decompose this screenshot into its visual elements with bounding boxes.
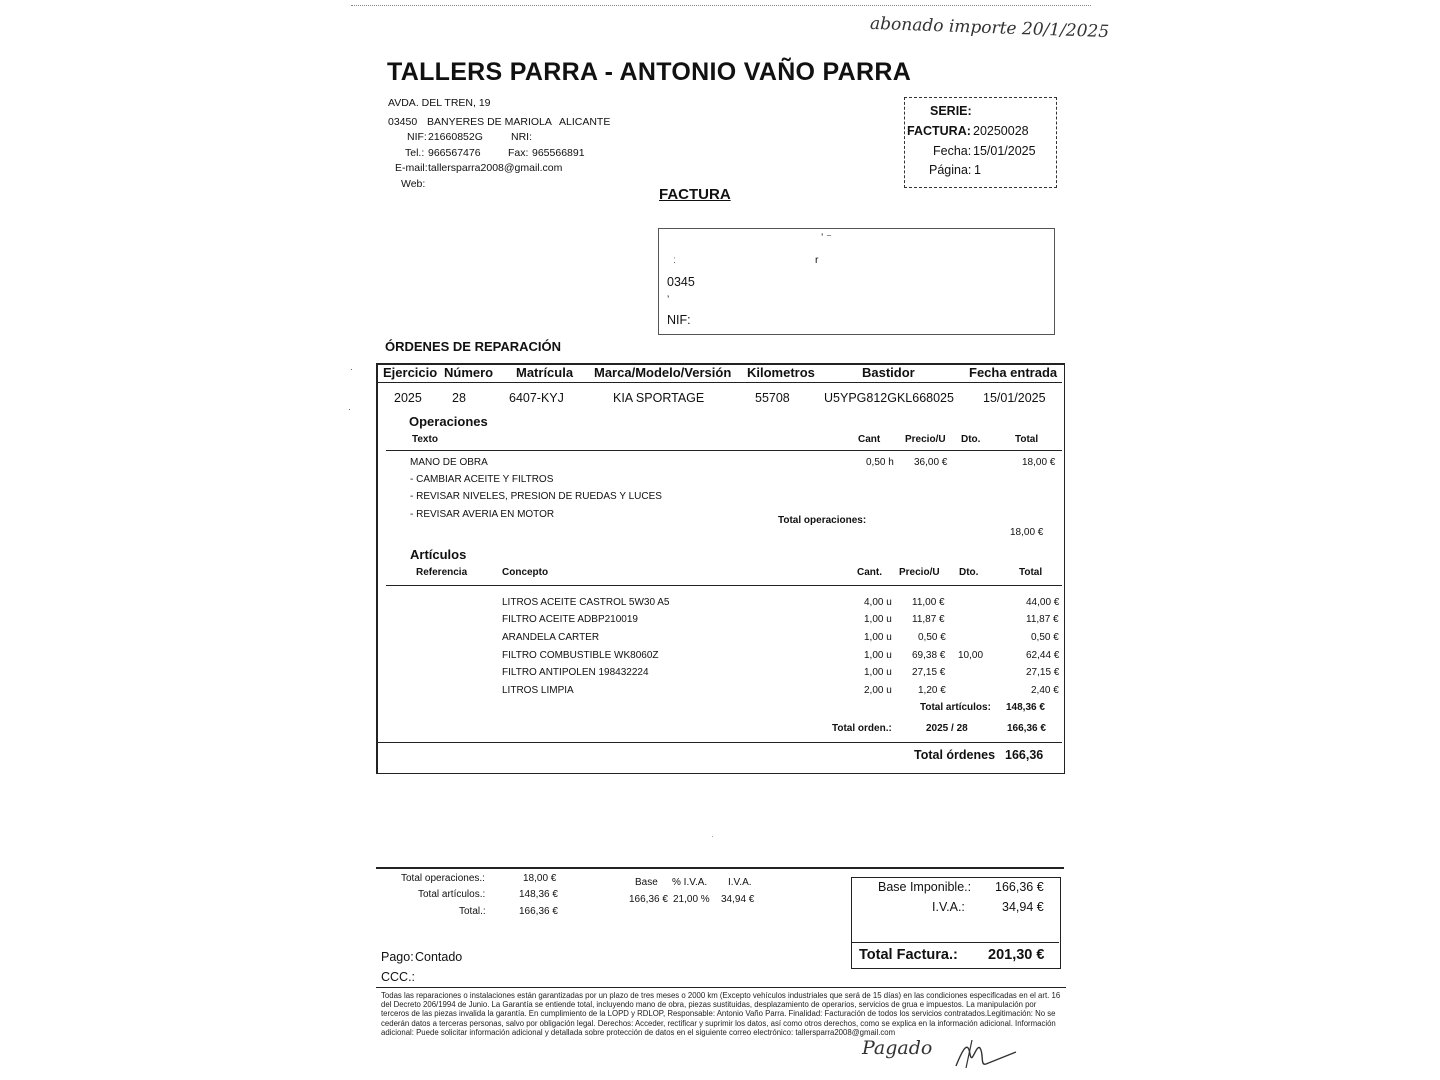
- client-nif-label: NIF:: [667, 313, 691, 327]
- articulos-title: Artículos: [410, 547, 467, 562]
- summary-top-line: [376, 867, 1064, 869]
- articulos-header-concepto: Concepto: [502, 567, 549, 578]
- company-email-label: E-mail:: [395, 162, 428, 174]
- articulo-concepto: FILTRO COMBUSTIBLE WK8060Z: [502, 650, 659, 661]
- order-modelo: KIA SPORTAGE: [613, 391, 705, 405]
- articulo-cant: 2,00 u: [864, 685, 892, 696]
- order-bastidor: U5YPG812GKL668025: [824, 391, 954, 405]
- summary-total-articulos-label: Total artículos.:: [418, 889, 486, 900]
- base-imponible-label: Base Imponible.:: [878, 880, 972, 894]
- articulo-precio: 11,00 €: [912, 597, 945, 608]
- iva-box-value: 34,94 €: [1002, 900, 1044, 914]
- company-province: ALICANTE: [559, 116, 611, 128]
- invoice-meta-box: [904, 97, 1057, 188]
- client-line-4: ʼ: [667, 294, 670, 306]
- margin-mark: ·: [350, 365, 353, 374]
- company-nif: 21660852G: [428, 131, 483, 143]
- articulo-total: 62,44 €: [1026, 650, 1060, 661]
- articulos-header-total: Total: [1019, 567, 1043, 578]
- fecha-value: 15/01/2025: [973, 144, 1036, 158]
- operacion-precio: 36,00 €: [914, 457, 948, 468]
- pago-label: Pago:: [381, 950, 414, 964]
- orders-header-matricula: Matrícula: [516, 365, 574, 380]
- client-line-1: ʼ ⁻: [821, 232, 832, 244]
- orders-header-fecha: Fecha entrada: [969, 365, 1058, 380]
- articulo-total: 44,00 €: [1026, 597, 1060, 608]
- operaciones-header-texto: Texto: [412, 434, 438, 445]
- company-fax: 965566891: [532, 147, 585, 159]
- total-articulos-label: Total artículos:: [920, 702, 991, 713]
- scan-edge-line: [351, 5, 1091, 7]
- orders-header-divider: [378, 382, 1062, 383]
- client-box: [658, 228, 1055, 335]
- document-title: FACTURA: [659, 186, 731, 203]
- articulos-header-precio: Precio/U: [899, 567, 940, 578]
- operacion-texto: - REVISAR AVERIA EN MOTOR: [410, 509, 555, 520]
- total-ordenes-value: 166,36: [1005, 748, 1044, 762]
- operacion-texto: MANO DE OBRA: [410, 457, 488, 468]
- total-orden-label: Total orden.:: [832, 723, 892, 734]
- summary-total: 166,36 €: [519, 906, 558, 917]
- articulo-precio: 69,38 €: [912, 650, 946, 661]
- operaciones-header-precio: Precio/U: [905, 434, 946, 445]
- summary-iva-pct: 21,00 %: [673, 894, 710, 905]
- articulo-total: 2,40 €: [1031, 685, 1059, 696]
- total-factura-value: 201,30 €: [988, 947, 1045, 963]
- client-line-2: ː: [673, 254, 676, 266]
- total-articulos-value: 148,36 €: [1006, 702, 1045, 713]
- legal-top-line: [376, 987, 1066, 988]
- orders-total-divider: [378, 742, 1062, 743]
- operaciones-header-total: Total: [1015, 434, 1039, 445]
- articulo-concepto: ARANDELA CARTER: [502, 632, 600, 643]
- articulos-header-cant: Cant.: [857, 567, 882, 578]
- order-ejercicio: 2025: [394, 391, 422, 405]
- summary-base: 166,36 €: [629, 894, 668, 905]
- company-email: tallersparra2008@gmail.com: [428, 162, 563, 174]
- operacion-texto: - REVISAR NIVELES, PRESION DE RUEDAS Y LUCES: [410, 491, 662, 502]
- handwritten-note: abonado importe 20/1/2025: [869, 13, 1110, 43]
- articulo-total: 27,15 €: [1026, 667, 1060, 678]
- articulo-concepto: LITROS LIMPIA: [502, 685, 574, 696]
- articulos-header-dto: Dto.: [959, 567, 979, 578]
- summary-iva-label: I.V.A.: [728, 877, 752, 888]
- articulo-precio: 27,15 €: [912, 667, 946, 678]
- articulo-precio: 11,87 €: [912, 614, 945, 625]
- summary-total-operaciones-label: Total operaciones.:: [401, 873, 485, 884]
- pagina-label: Página:: [929, 163, 972, 177]
- articulo-cant: 1,00 u: [864, 614, 892, 625]
- total-ordenes-label: Total órdenes: [914, 748, 996, 762]
- company-tel-label: Tel.:: [405, 147, 425, 159]
- articulo-total: 0,50 €: [1031, 632, 1059, 643]
- client-postal-code: 0345: [667, 275, 695, 289]
- summary-total-articulos: 148,36 €: [519, 889, 558, 900]
- operacion-cant: 0,50 h: [866, 457, 894, 468]
- order-matricula: 6407-KYJ: [509, 391, 564, 405]
- company-web-label: Web:: [401, 178, 426, 190]
- company-nri-label: NRI:: [511, 131, 532, 143]
- company-address: AVDA. DEL TREN, 19: [388, 97, 491, 109]
- orders-header-bastidor: Bastidor: [862, 365, 915, 380]
- signature-note: Pagado: [862, 1037, 933, 1059]
- serie-label: SERIE:: [930, 104, 972, 118]
- articulo-total: 11,87 €: [1026, 614, 1059, 625]
- total-operaciones-value: 18,00 €: [1010, 527, 1044, 538]
- articulo-concepto: LITROS ACEITE CASTROL 5W30 A5: [502, 597, 670, 608]
- base-imponible-value: 166,36 €: [995, 880, 1044, 894]
- summary-iva: 34,94 €: [721, 894, 755, 905]
- order-fecha: 15/01/2025: [983, 391, 1046, 405]
- orders-header-numero: Número: [444, 365, 494, 380]
- legal-text: Todas las reparaciones o instalaciones están garantizadas por un plazo de tres meses o 2000 km (Excepto vehículos industriales que será de 15 días) en las condiciones especificadas en el art. 16 del Decreto 206/1994 de Junio. La Garantía se entiende total, incluyendo mano de obra, piezas sustituidas, desplazamiento de operarios, servicios de grua e impuestos. La manipulación por terceros de las piezas invalida la garantía. En cumplimiento de la LOPD y RDLOP, Responsable: Antonio Vaño Parra. Finalidad: Facturación de todos los servicios contratados.Legitimación: No se cederán datos a terceras personas, salvo por obligación legal. Derechos: Acceder, rectificar y suprimir los datos, así como otros derechos, como se explica en la información adicional. Información adicional: Puede solicitar información adicional y detallada sobre protección de datos en el siguiente correo electrónico: tallersparra2008@gmail.com: [381, 991, 1061, 1037]
- articulo-cant: 1,00 u: [864, 632, 892, 643]
- total-orden-value: 166,36 €: [1007, 723, 1046, 734]
- factura-label: FACTURA:: [907, 124, 971, 138]
- total-factura-label: Total Factura.:: [859, 947, 958, 963]
- company-city: BANYERES DE MARIOLA: [427, 116, 552, 128]
- company-postal-code: 03450: [388, 116, 418, 128]
- operaciones-header-cant: Cant: [858, 434, 881, 445]
- pago-value: Contado: [415, 950, 463, 964]
- articulo-cant: 4,00 u: [864, 597, 892, 608]
- operacion-texto: - CAMBIAR ACEITE Y FILTROS: [410, 474, 554, 485]
- orders-header-km: Kilometros: [747, 365, 815, 380]
- summary-total-label: Total.:: [459, 906, 486, 917]
- company-nif-label: NIF:: [407, 131, 427, 143]
- summary-base-label: Base: [635, 877, 658, 888]
- articulo-precio: 0,50 €: [918, 632, 946, 643]
- articulo-cant: 1,00 u: [864, 650, 892, 661]
- company-name: TALLERS PARRA - ANTONIO VAÑO PARRA: [387, 58, 912, 86]
- articulo-precio: 1,20 €: [918, 685, 946, 696]
- client-line-2b: r: [815, 254, 819, 266]
- order-km: 55708: [755, 391, 790, 405]
- pagina-value: 1: [974, 163, 981, 177]
- articulos-header-referencia: Referencia: [416, 567, 468, 578]
- signature-mark: [950, 1036, 1020, 1072]
- scan-mark: ·: [711, 832, 714, 841]
- summary-total-operaciones: 18,00 €: [523, 873, 557, 884]
- ccc-label: CCC.:: [381, 970, 416, 984]
- orders-header-ejercicio: Ejercicio: [383, 365, 438, 380]
- fecha-label: Fecha:: [933, 144, 972, 158]
- factura-number: 20250028: [973, 124, 1029, 138]
- articulo-cant: 1,00 u: [864, 667, 892, 678]
- margin-mark: ·: [348, 405, 351, 414]
- articulo-dto: 10,00: [958, 650, 984, 661]
- operaciones-title: Operaciones: [409, 414, 488, 429]
- articulos-divider: [386, 585, 1062, 586]
- operaciones-divider: [386, 450, 1062, 451]
- operacion-total: 18,00 €: [1022, 457, 1056, 468]
- orders-title: ÓRDENES DE REPARACIÓN: [385, 339, 562, 354]
- summary-iva-pct-label: % I.V.A.: [672, 877, 708, 888]
- articulo-concepto: FILTRO ANTIPOLEN 198432224: [502, 667, 649, 678]
- operaciones-header-dto: Dto.: [961, 434, 981, 445]
- orders-header-modelo: Marca/Modelo/Versión: [594, 365, 732, 380]
- order-numero: 28: [452, 391, 466, 405]
- company-fax-label: Fax:: [508, 147, 529, 159]
- iva-box-label: I.V.A.:: [932, 900, 965, 914]
- total-orden-ref: 2025 / 28: [926, 723, 968, 734]
- company-tel: 966567476: [428, 147, 481, 159]
- articulo-concepto: FILTRO ACEITE ADBP210019: [502, 614, 638, 625]
- total-operaciones-label: Total operaciones:: [778, 515, 867, 526]
